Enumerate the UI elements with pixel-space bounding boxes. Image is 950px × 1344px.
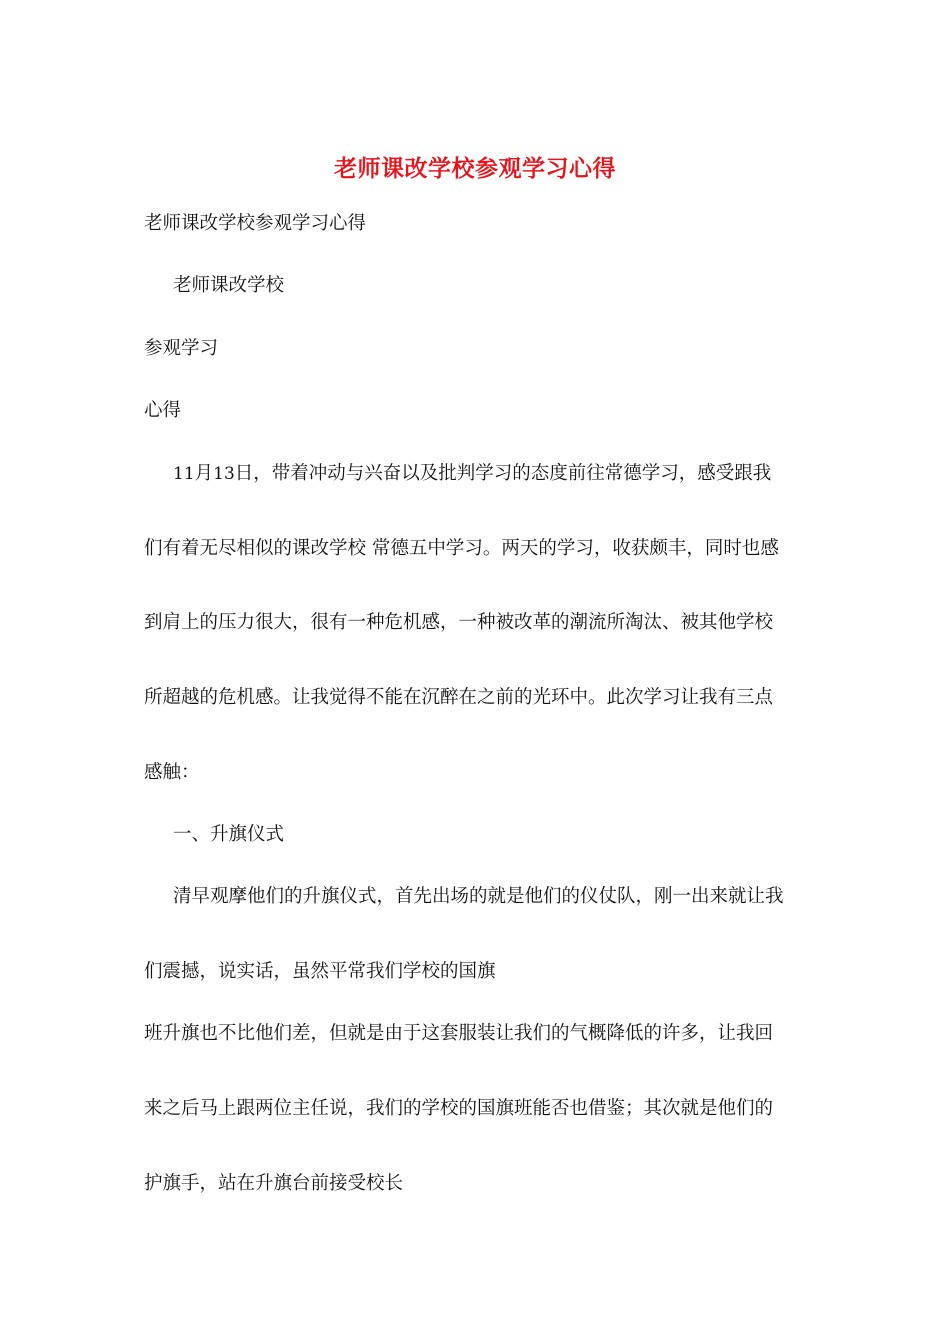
paragraph-1-line-3: 到肩上的压力很大，很有一种危机感，一种被改革的潮流所淘汰、被其他学校 (144, 612, 774, 633)
date-month-char: 月 (194, 463, 214, 484)
paragraph-1-line-2: 们有着无尽相似的课改学校 常德五中学习。两天的学习，收获颇丰，同时也感 (144, 538, 779, 559)
paragraph-2-line-3: 班升旗也不比他们差，但就是由于这套服装让我们的气概降低的许多，让我回 (144, 1023, 774, 1044)
section-1-heading: 一、升旗仪式 (173, 824, 285, 845)
heading-line-3: 心得 (144, 400, 182, 421)
paragraph-2-line-5: 护旗手，站在升旗台前接受校长 (144, 1173, 404, 1194)
date-number: 13 (213, 464, 235, 484)
heading-line-1: 老师课改学校 (173, 275, 285, 296)
paragraph-2-line-1: 清早观摩他们的升旗仪式，首先出场的就是他们的仪仗队，刚一出来就让我 (173, 886, 784, 907)
date-day-number: 11 (173, 464, 195, 484)
paragraph-1-line-4: 所超越的危机感。让我觉得不能在沉醉在之前的光环中。此次学习让我有三点 (144, 687, 774, 708)
document-title: 老师课改学校参观学习心得 (334, 155, 616, 182)
paragraph-2-line-4: 来之后马上跟两位主任说，我们的学校的国旗班能否也借鉴；其次就是他们的 (144, 1098, 774, 1119)
paragraph-1-line-1 (173, 461, 771, 487)
paragraph-2-line-2: 们震撼，说实话，虽然平常我们学校的国旗 (144, 961, 496, 982)
subtitle: 老师课改学校参观学习心得 (144, 213, 367, 234)
paragraph-1-line-1-text: 日，带着冲动与兴奋以及批判学习的态度前往常德学习，感受跟我 (234, 463, 772, 484)
paragraph-1-line-5: 感触： (144, 762, 200, 783)
heading-line-2: 参观学习 (144, 338, 219, 359)
